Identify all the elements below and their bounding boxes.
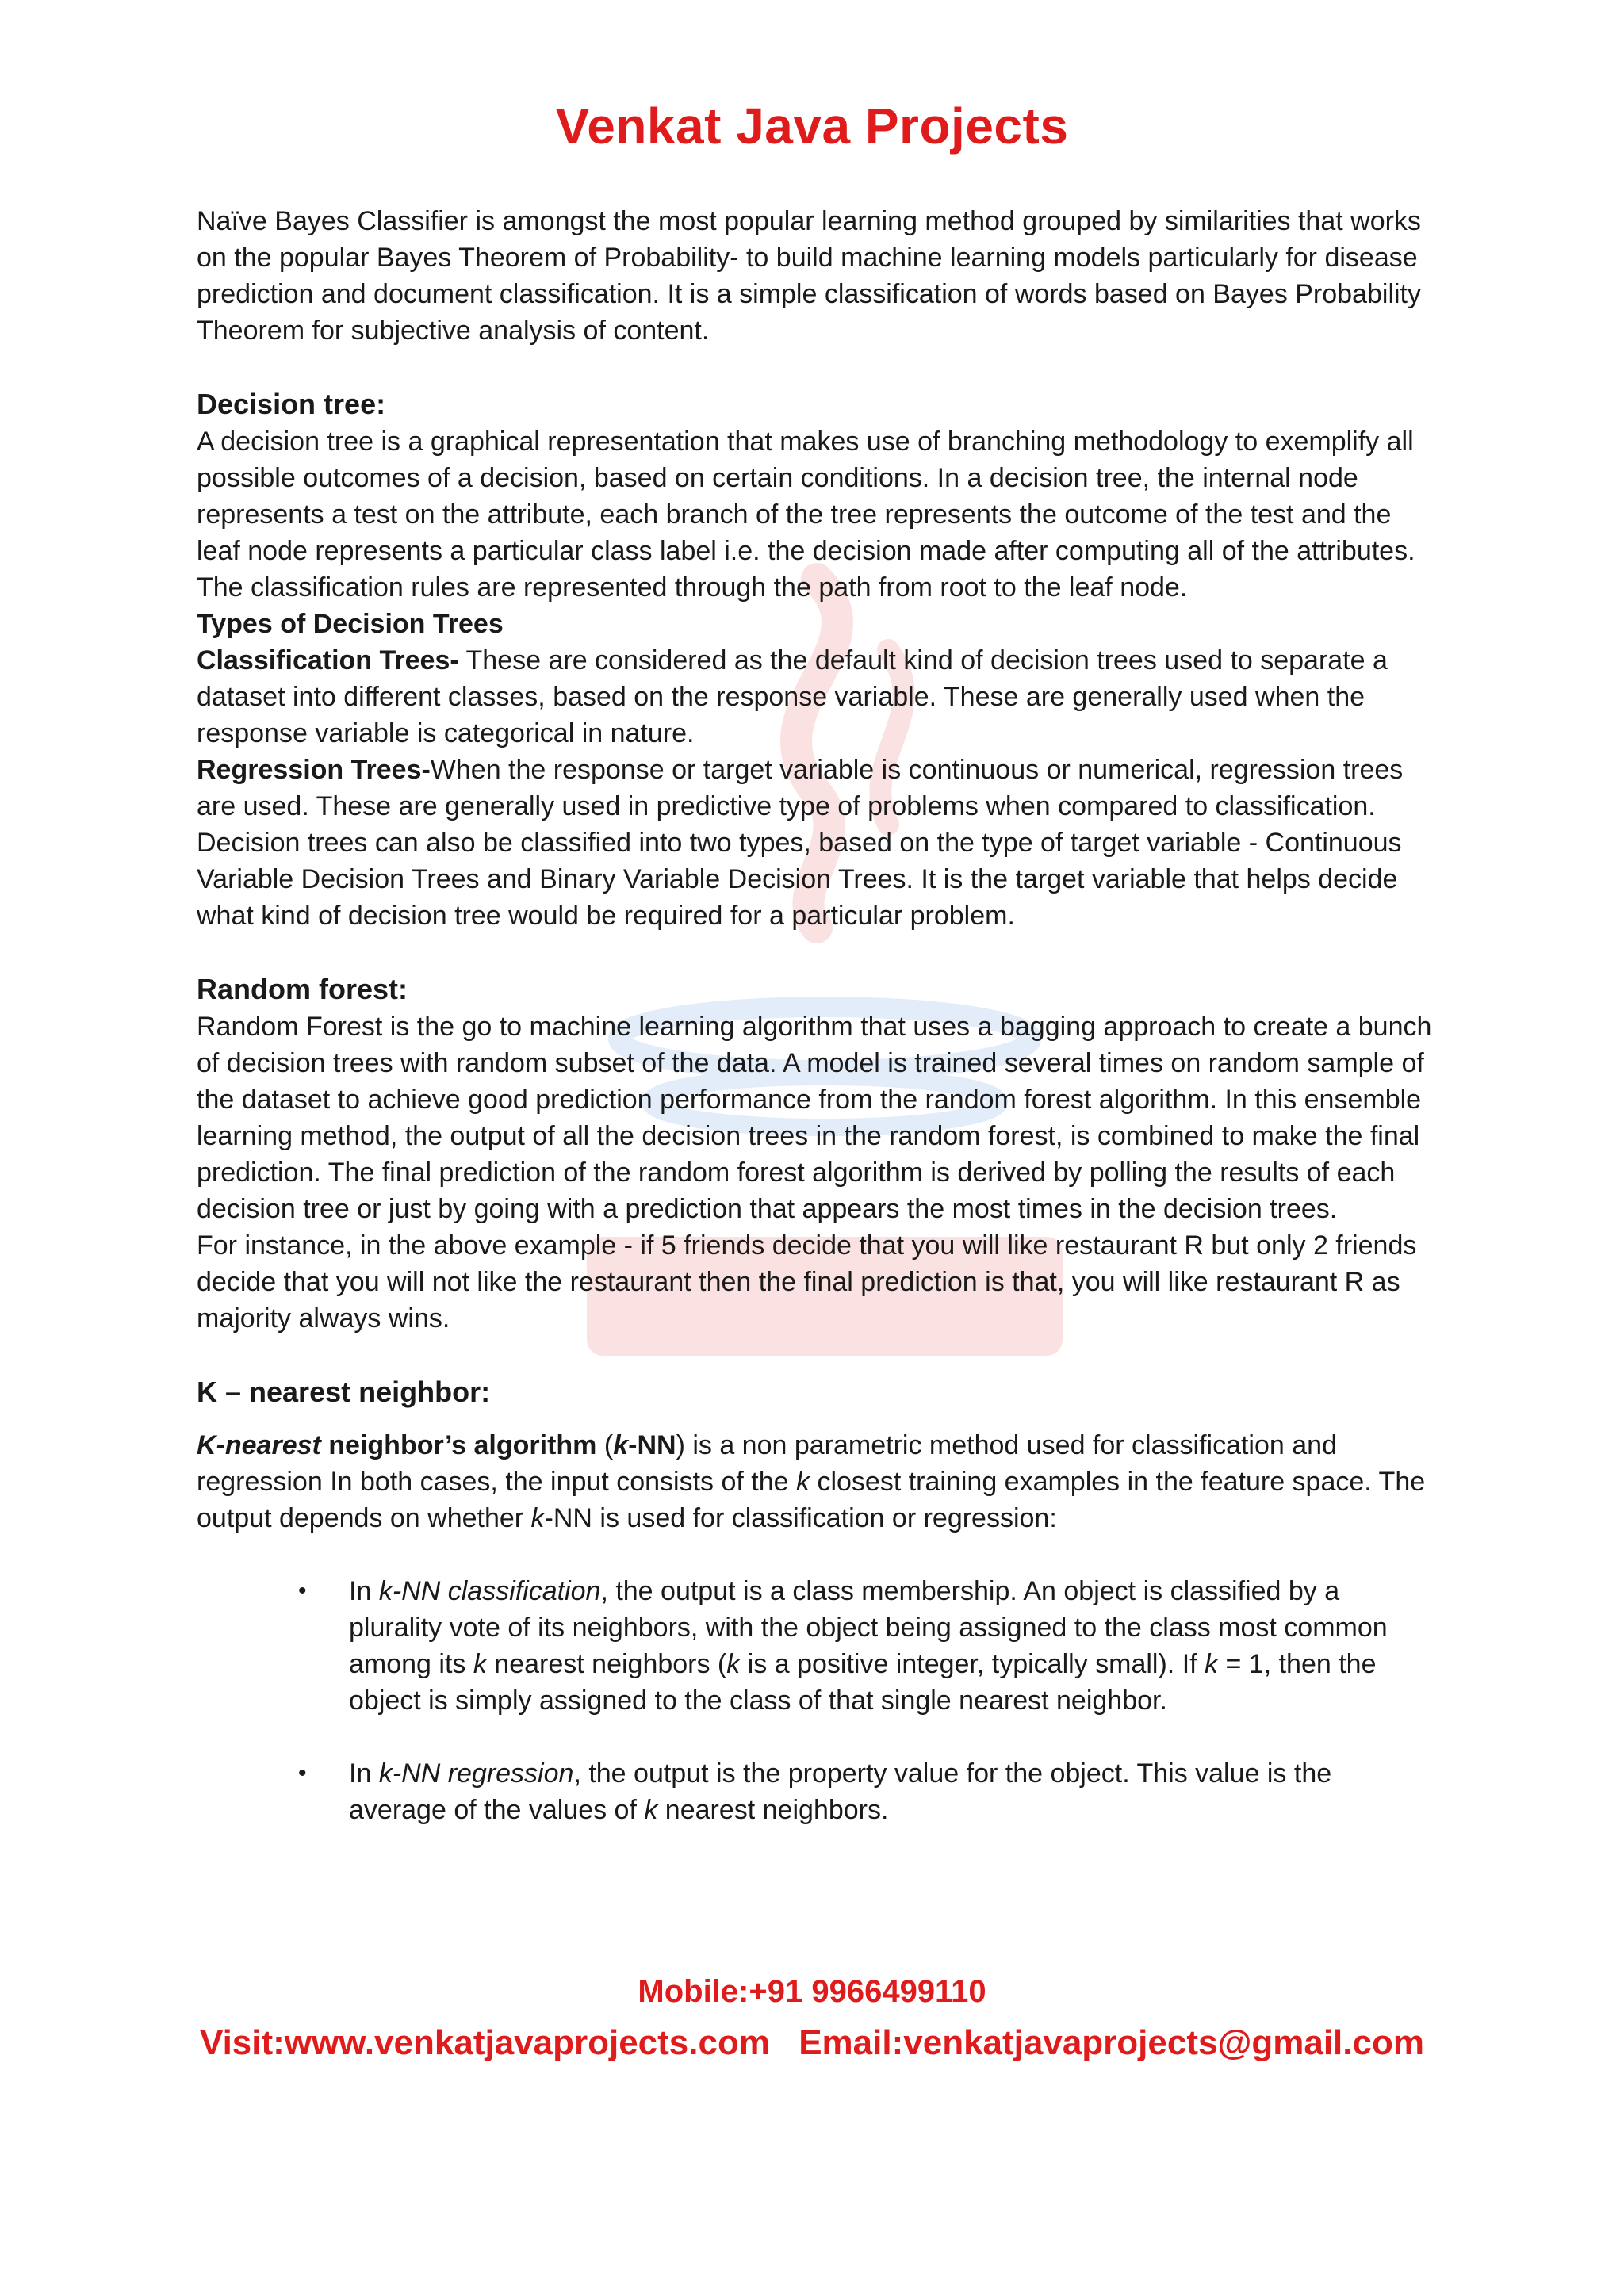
knn-intro-text-1: ) is a non parametric method used for classification and regression In both cases, the input consists of the xyxy=(197,1430,1337,1497)
classification-trees-paragraph xyxy=(197,642,1434,752)
knn-term-italic: K-nearest xyxy=(197,1430,321,1460)
knn-intro-text-3: -NN is used for classification or regression: xyxy=(544,1503,1057,1533)
bullet-text: , the output is the property value for the object. This value is the average of the values of xyxy=(349,1758,1332,1825)
bullet-text: In xyxy=(349,1576,379,1606)
bullet-text: nearest neighbors. xyxy=(657,1795,889,1825)
bullet-term: k-NN classification xyxy=(378,1576,601,1606)
random-forest-example-paragraph: For instance, in the above example - if 5 friends decide that you will like restaurant R but only 2 friends decide that you will not like the restaurant then the final prediction is that, you will like restaurant R as majority always wins. xyxy=(197,1230,1417,1334)
regression-trees-label: Regression Trees- xyxy=(197,755,431,785)
footer-mobile: Mobile:+91 9966499110 xyxy=(638,1974,986,2009)
knn-term-bold: neighbor’s algorithm xyxy=(320,1430,597,1460)
footer-contact xyxy=(0,2023,1624,2063)
knn-paren: ( xyxy=(596,1430,614,1460)
page-title: Venkat Java Projects xyxy=(555,98,1069,155)
classification-rules-paragraph: The classification rules are represented through the path from root to the leaf node. xyxy=(197,572,1188,603)
bullet-term: k-NN regression xyxy=(378,1758,574,1789)
knn-k-2: k xyxy=(530,1503,545,1533)
document-body xyxy=(197,203,1434,1828)
knn-intro-paragraph xyxy=(197,1427,1434,1536)
bullet-text: , the output is a class membership. An object is classified by a plurality vote of its neighbors, with the object being assigned to the class most common among its xyxy=(349,1576,1388,1679)
bullet-k: k xyxy=(1205,1649,1219,1679)
bullet-text: nearest neighbors ( xyxy=(486,1649,727,1679)
random-forest-paragraph: Random Forest is the go to machine learning algorithm that uses a bagging approach to create a bunch of decision trees with random subset of the data. A model is trained several times on random sample of the dataset to achieve good prediction performance from the random forest algorithm. In this ensemble learning method, the output of all the decision trees in the random forest, is combined to make the final prediction. The final prediction of the random forest algorithm is derived by polling the results of each decision tree or just by going with a prediction that appears the most times in the decision trees. xyxy=(197,1012,1432,1224)
knn-k-italic: k xyxy=(613,1430,629,1460)
decision-tree-paragraph: A decision tree is a graphical representation that makes use of branching methodology to exemplify all possible outcomes of a decision, based on certain conditions. In a decision tree, the internal node represents a test on the attribute, each branch of the tree represents the outcome of the test and the leaf node represents a particular class label i.e. the decision made after computing all of the attributes. xyxy=(197,427,1415,566)
knn-nn-bold: -NN xyxy=(628,1430,676,1460)
bullet-text: is a positive integer, typically small). If xyxy=(740,1649,1205,1679)
list-item xyxy=(197,1755,1434,1828)
knn-k-1: k xyxy=(796,1467,810,1497)
bullet-k: k xyxy=(473,1649,487,1679)
bullet-k: k xyxy=(726,1649,741,1679)
list-item xyxy=(197,1573,1434,1719)
bullet-k: k xyxy=(644,1795,658,1825)
classification-trees-text: These are considered as the default kind of decision trees used to separate a dataset into different classes, based on the response variable. These are generally used when the response variable is categorical in nature. xyxy=(197,645,1388,748)
knn-intro-text-2: closest training examples in the feature space. The output depends on whether xyxy=(197,1467,1426,1533)
types-of-decision-trees-heading: Types of Decision Trees xyxy=(197,609,504,639)
decision-tree-heading: Decision tree: xyxy=(197,388,386,420)
intro-paragraph: Naïve Bayes Classifier is amongst the most popular learning method grouped by similarities that works on the popular Bayes Theorem of Probability- to build machine learning models particularly for disease prediction and document classification. It is a simple classification of words based on Bayes Probability Theorem for subjective analysis of content. xyxy=(197,206,1421,346)
knn-bullet-list xyxy=(197,1573,1434,1828)
footer-website-link[interactable]: Visit:www.venkatjavaprojects.com xyxy=(200,2023,770,2062)
footer-email-link[interactable]: Email:venkatjavaprojects@gmail.com xyxy=(799,2023,1424,2062)
classification-trees-label: Classification Trees- xyxy=(197,645,459,675)
bullet-text: = 1, then the object is simply assigned to the class of that single nearest neighbor. xyxy=(349,1649,1377,1716)
regression-trees-text: When the response or target variable is continuous or numerical, regression trees are used. These are generally used in predictive type of problems when compared to classification. xyxy=(197,755,1404,821)
random-forest-heading: Random forest: xyxy=(197,973,408,1005)
regression-trees-paragraph xyxy=(197,752,1434,825)
knn-heading: K – nearest neighbor: xyxy=(197,1376,491,1408)
decision-tree-types-paragraph: Decision trees can also be classified into two types, based on the type of target variable - Continuous Variable Decision Trees and Binary Variable Decision Trees. It is the target variable that helps decide what kind of decision tree would be required for a particular problem. xyxy=(197,828,1402,931)
bullet-icon: • xyxy=(298,1578,307,1604)
bullet-text: In xyxy=(349,1758,379,1789)
bullet-icon: • xyxy=(298,1760,307,1786)
